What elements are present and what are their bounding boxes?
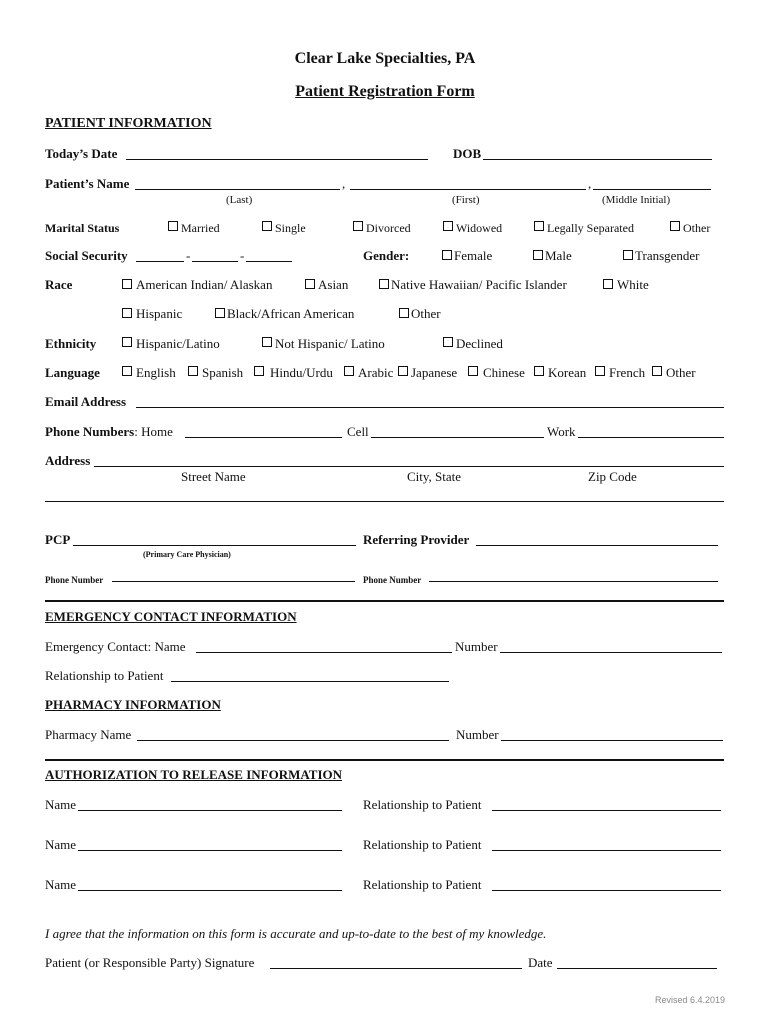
revision-date: Revised 6.4.2019 <box>655 995 726 1005</box>
married-label: Married <box>181 221 220 235</box>
agreement-statement: I agree that the information on this form is accurate and up-to-date to the best of my knowledge. <box>45 926 547 941</box>
address-line-2-field[interactable] <box>45 501 724 502</box>
single-checkbox[interactable] <box>262 221 272 231</box>
last-name-field[interactable] <box>135 189 340 190</box>
first-name-field[interactable] <box>350 189 586 190</box>
auth-name-field-1[interactable] <box>78 810 342 811</box>
middle-initial-caption: (Middle Initial) <box>602 194 671 206</box>
japanese-label: Japanese <box>411 365 458 380</box>
white-label: White <box>617 277 649 292</box>
section-divider-1 <box>45 600 724 602</box>
zip-code-caption: Zip Code <box>588 469 637 484</box>
native-hawaiian-label: Native Hawaiian/ Pacific Islander <box>391 277 567 292</box>
dob-label: DOB <box>453 146 482 161</box>
auth-name-label-1: Name <box>45 797 77 812</box>
female-label: Female <box>454 248 493 263</box>
language-other-checkbox[interactable] <box>652 366 662 376</box>
todays-date-field[interactable] <box>126 159 428 160</box>
email-label: Email Address <box>45 394 127 409</box>
pcp-phone-label: Phone Number <box>45 575 104 585</box>
auth-relationship-field-1[interactable] <box>492 810 721 811</box>
hispanic-race-checkbox[interactable] <box>122 308 132 318</box>
auth-relationship-field-3[interactable] <box>492 890 721 891</box>
auth-name-label-3: Name <box>45 877 77 892</box>
female-checkbox[interactable] <box>442 250 452 260</box>
marital-status-label: Marital Status <box>45 221 120 235</box>
ssn-part-1-field[interactable] <box>136 261 184 262</box>
section-divider-2 <box>45 759 724 761</box>
arabic-label: Arabic <box>358 365 394 380</box>
american-indian-label: American Indian/ Alaskan <box>136 277 273 292</box>
signature-date-field[interactable] <box>557 968 717 969</box>
married-checkbox[interactable] <box>168 221 178 231</box>
signature-field[interactable] <box>270 968 522 969</box>
white-checkbox[interactable] <box>603 279 613 289</box>
referring-provider-field[interactable] <box>476 545 718 546</box>
ethnicity-declined-checkbox[interactable] <box>443 337 453 347</box>
emergency-relationship-label: Relationship to Patient <box>45 668 164 683</box>
practice-name: Clear Lake Specialties, PA <box>294 50 476 67</box>
section-pharmacy: PHARMACY INFORMATION <box>45 697 221 712</box>
patient-name-label: Patient’s Name <box>45 176 130 191</box>
chinese-checkbox[interactable] <box>468 366 478 376</box>
male-label: Male <box>545 248 572 263</box>
auth-name-field-2[interactable] <box>78 850 342 851</box>
social-security-label: Social Security <box>45 248 128 263</box>
asian-checkbox[interactable] <box>305 279 315 289</box>
work-phone-field[interactable] <box>578 437 724 438</box>
auth-name-label-2: Name <box>45 837 77 852</box>
ethnicity-declined-label: Declined <box>456 336 503 351</box>
ssn-part-2-field[interactable] <box>192 261 238 262</box>
japanese-checkbox[interactable] <box>398 366 408 376</box>
spanish-label: Spanish <box>202 365 244 380</box>
language-other-label: Other <box>666 365 696 380</box>
transgender-label: Transgender <box>635 248 700 263</box>
pcp-field[interactable] <box>73 545 356 546</box>
arabic-checkbox[interactable] <box>344 366 354 376</box>
male-checkbox[interactable] <box>533 250 543 260</box>
legally-separated-checkbox[interactable] <box>534 221 544 231</box>
korean-label: Korean <box>548 365 587 380</box>
pharmacy-name-label: Pharmacy Name <box>45 727 132 742</box>
first-caption: (First) <box>452 194 480 206</box>
legally-separated-label: Legally Separated <box>547 221 634 235</box>
form-title: Patient Registration Form <box>295 83 475 100</box>
divorced-label: Divorced <box>366 221 411 235</box>
french-checkbox[interactable] <box>595 366 605 376</box>
auth-relationship-label-1: Relationship to Patient <box>363 797 482 812</box>
work-label: Work <box>547 424 576 439</box>
hindu-urdu-checkbox[interactable] <box>254 366 264 376</box>
section-emergency-contact: EMERGENCY CONTACT INFORMATION <box>45 609 297 624</box>
last-caption: (Last) <box>226 194 253 206</box>
black-african-american-label: Black/African American <box>227 306 355 321</box>
spanish-checkbox[interactable] <box>188 366 198 376</box>
section-patient-information: PATIENT INFORMATION <box>45 116 212 131</box>
race-label: Race <box>45 277 73 292</box>
hispanic-latino-label: Hispanic/Latino <box>136 336 220 351</box>
section-authorization: AUTHORIZATION TO RELEASE INFORMATION <box>45 767 343 782</box>
ssn-part-3-field[interactable] <box>246 261 292 262</box>
pharmacy-number-label: Number <box>456 727 499 742</box>
pcp-label: PCP <box>45 532 71 547</box>
single-label: Single <box>275 221 306 235</box>
pcp-phone-field[interactable] <box>112 581 355 582</box>
hindu-urdu-label: Hindu/Urdu <box>270 365 333 380</box>
emergency-number-label: Number <box>455 639 498 654</box>
cell-phone-field[interactable] <box>371 437 544 438</box>
american-indian-checkbox[interactable] <box>122 279 132 289</box>
todays-date-label: Today’s Date <box>45 146 118 161</box>
home-label: : Home <box>134 424 173 439</box>
hispanic-race-label: Hispanic <box>136 306 183 321</box>
signature-date-label: Date <box>528 955 553 970</box>
phone-numbers-label <box>45 424 173 440</box>
cell-label: Cell <box>347 424 369 439</box>
ethnicity-label: Ethnicity <box>45 336 97 351</box>
widowed-label: Widowed <box>456 221 503 235</box>
home-phone-field[interactable] <box>185 437 342 438</box>
referring-provider-label: Referring Provider <box>363 532 470 547</box>
marital-other-checkbox[interactable] <box>670 221 680 231</box>
dob-field[interactable] <box>483 159 712 160</box>
race-other-checkbox[interactable] <box>399 308 409 318</box>
chinese-label: Chinese <box>483 365 525 380</box>
auth-relationship-field-2[interactable] <box>492 850 721 851</box>
address-label: Address <box>45 453 91 468</box>
french-label: French <box>609 365 646 380</box>
native-hawaiian-checkbox[interactable] <box>379 279 389 289</box>
not-hispanic-checkbox[interactable] <box>262 337 272 347</box>
emergency-number-field[interactable] <box>500 652 722 653</box>
asian-label: Asian <box>318 277 349 292</box>
auth-name-field-3[interactable] <box>78 890 342 891</box>
gender-label: Gender: <box>363 248 410 263</box>
marital-other-label: Other <box>683 221 711 235</box>
pharmacy-number-field[interactable] <box>501 740 723 741</box>
pharmacy-name-field[interactable] <box>137 740 449 741</box>
auth-relationship-label-3: Relationship to Patient <box>363 877 482 892</box>
hispanic-latino-checkbox[interactable] <box>122 337 132 347</box>
not-hispanic-label: Not Hispanic/ Latino <box>275 336 385 351</box>
widowed-checkbox[interactable] <box>443 221 453 231</box>
ssn-dash-2: - <box>240 248 245 263</box>
emergency-relationship-field[interactable] <box>171 681 449 682</box>
race-other-label: Other <box>411 306 441 321</box>
address-field[interactable] <box>94 466 724 467</box>
middle-initial-field[interactable] <box>593 189 711 190</box>
emergency-contact-name-field[interactable] <box>196 652 452 653</box>
signature-label: Patient (or Responsible Party) Signature <box>45 955 255 970</box>
ssn-dash-1: - <box>186 248 191 263</box>
language-label: Language <box>45 365 100 380</box>
referring-phone-field[interactable] <box>429 581 718 582</box>
name-comma-1: , <box>342 176 346 191</box>
english-checkbox[interactable] <box>122 366 132 376</box>
phone-numbers-label-text: Phone Numbers <box>45 424 135 439</box>
pcp-caption: (Primary Care Physician) <box>143 550 231 559</box>
name-comma-2: , <box>588 176 592 191</box>
black-african-american-checkbox[interactable] <box>215 308 225 318</box>
korean-checkbox[interactable] <box>534 366 544 376</box>
divorced-checkbox[interactable] <box>353 221 363 231</box>
street-name-caption: Street Name <box>181 469 246 484</box>
transgender-checkbox[interactable] <box>623 250 633 260</box>
emergency-contact-name-label: Emergency Contact: Name <box>45 639 186 654</box>
city-state-caption: City, State <box>407 469 462 484</box>
referring-phone-label: Phone Number <box>363 575 422 585</box>
auth-relationship-label-2: Relationship to Patient <box>363 837 482 852</box>
email-field[interactable] <box>136 407 724 408</box>
english-label: English <box>136 365 176 380</box>
